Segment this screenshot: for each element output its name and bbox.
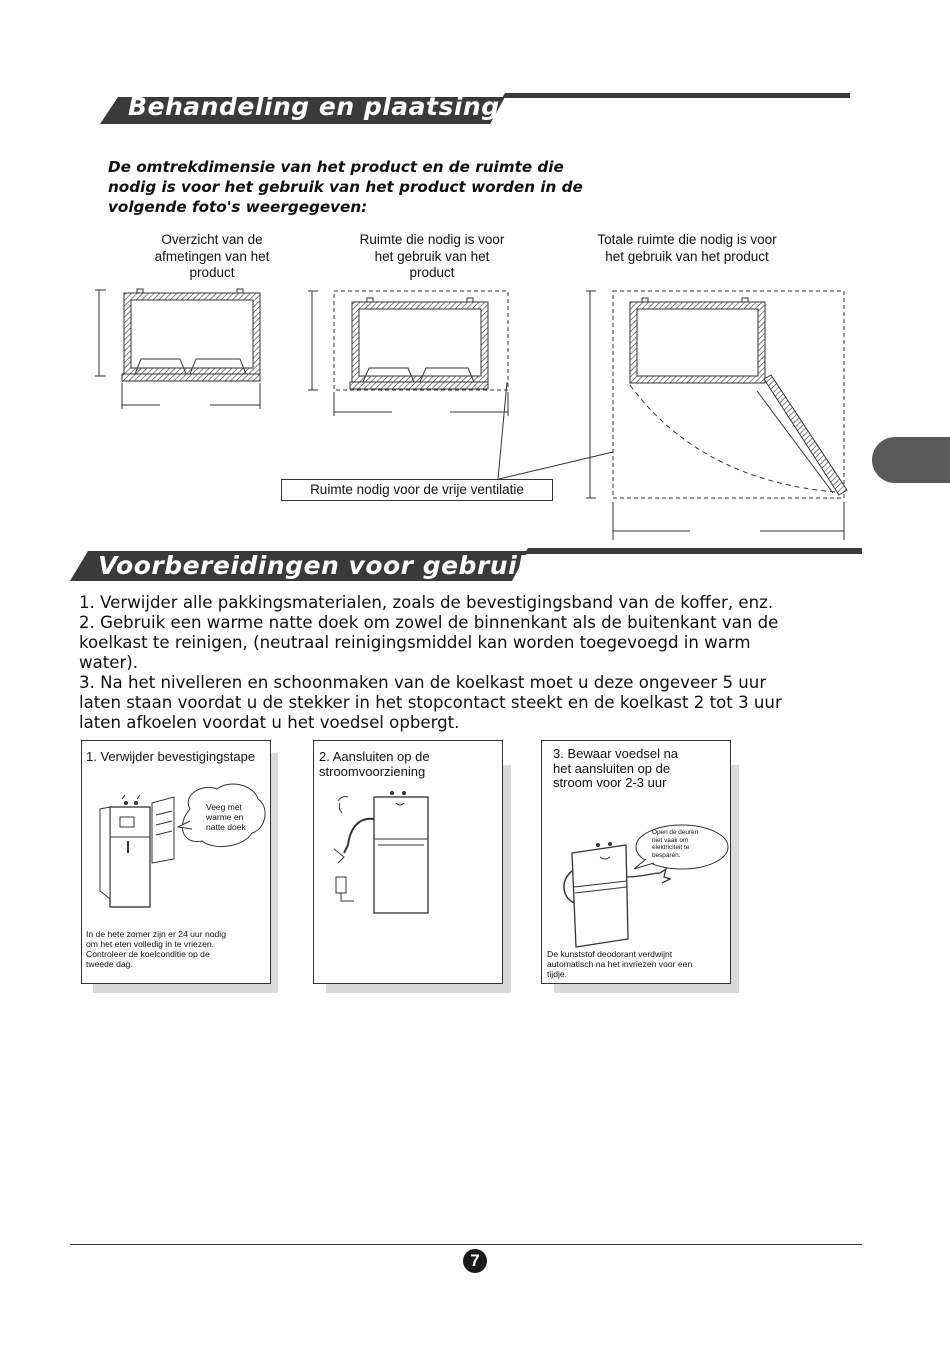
section2-title: Voorbereidingen voor gebruik [98,551,535,580]
card-title-line: 1. Verwijder bevestigingstape [86,749,256,764]
caption-line: Ruimte die nodig is voor [359,232,505,247]
footer-divider [70,1244,862,1245]
card-title-line: stroom voor 2-3 uur [553,775,667,790]
card-title-line: 2. Aansluiten op de [319,749,430,764]
caption-line: Totale ruimte die nodig is voor [597,232,777,247]
note-line: om het eten volledig in te vriezen. [86,939,215,949]
diagram3-fridge [586,291,847,540]
bubble-line: natte doek [206,821,246,832]
caption-line: het gebruik van het [374,248,490,264]
note-line: Controleer de koelconditie op de [86,949,210,959]
bubble-line: Veeg met [206,802,242,812]
dimension-diagrams [0,0,950,560]
section1-title: Behandeling en plaatsing [128,92,500,121]
step-line: 2. Gebruik een warme natte doek om zowel de binnenkant als de buitenkant van de [79,613,779,632]
card-title-line: het aansluiten op de [553,760,671,776]
card-note [547,949,692,979]
vent-pointer-line [498,382,507,479]
side-tab [872,437,950,483]
note-line: De kunststof deodorant verdwijnt [547,949,673,959]
step-line: laten staan voordat u de stekker in het stopcontact steekt en de koelkast 2 tot 3 uur [79,693,782,712]
card-note [86,929,226,969]
note-line: automatisch na het invriezen voor een [547,959,693,969]
intro-line: volgende foto's weergegeven: [108,198,368,216]
diagram2-fridge [308,291,508,416]
bubble-line: besparen. [652,851,681,859]
caption-line: afmetingen van het [154,248,270,264]
bubble-line: elektriciteit te [652,844,690,852]
intro-line: De omtrekdimensie van het product en de ruimte die [108,158,564,176]
bubble-line: niet vaak om [652,836,689,844]
intro-line: nodig is voor het gebruik van het product worden in de [108,178,583,196]
fridge-plug-illustration [314,741,504,985]
caption-line: het gebruik van het product [605,248,769,264]
step-line: water). [79,653,139,672]
step-line: koelkast te reinigen, (neutraal reinigingsmiddel kan worden toegevoegd in warm [79,633,751,652]
step-card-3 [541,740,731,984]
steps-text [79,593,839,733]
bubble-text [652,829,698,859]
note-line: In de hete zomer zijn er 24 uur nodig [86,929,226,939]
card-title-line: 3. Bewaar voedsel na [553,746,679,761]
bubble-line: warme en [206,811,244,822]
step-card-2 [313,740,503,984]
diagram1-fridge [95,289,260,409]
note-line: tweede dag. [86,959,133,969]
caption-line: product [189,265,235,280]
caption-line: Overzicht van de [161,232,263,247]
step-line: 3. Na het nivelleren en schoonmaken van de koelkast moet u deze ongeveer 5 uur [79,673,767,692]
note-line: tijdje. [547,969,568,979]
step-card-1 [81,740,271,984]
ventilation-label: Ruimte nodig voor de vrije ventilatie [281,479,553,501]
caption-line: product [409,265,455,280]
bubble-text [206,803,246,832]
page-number: 7 [463,1249,487,1273]
step-line: laten afkoelen voordat u het voedsel opbergt. [79,713,460,732]
card-title-line: stroomvoorziening [319,763,426,779]
vent-pointer-line [499,452,613,479]
step-line: 1. Verwijder alle pakkingsmaterialen, zoals de bevestigingsband van de koffer, enz. [79,593,774,612]
bubble-line: Open de deuren [652,829,699,836]
